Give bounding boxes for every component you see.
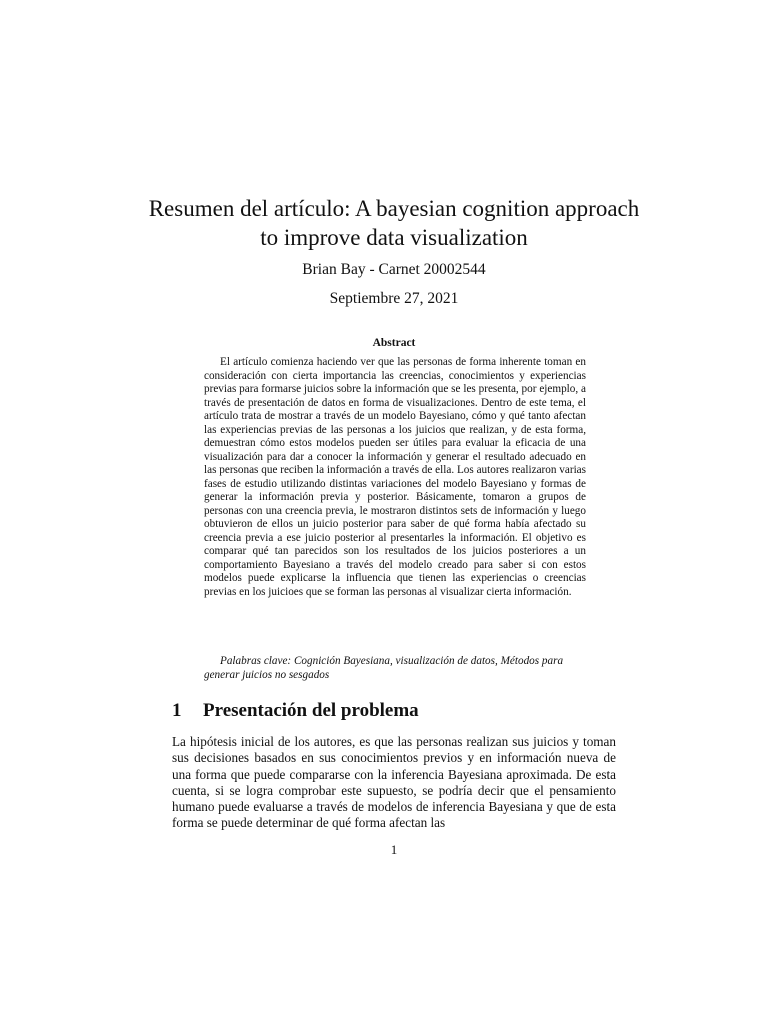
section-heading — [172, 700, 419, 722]
keywords — [204, 655, 586, 682]
keywords-text: Cognición Bayesiana, visualización de datos, Métodos para generar juicios no sesgados — [204, 655, 564, 681]
section-title: Presentación del problema — [203, 700, 419, 721]
abstract-heading: Abstract — [372, 337, 416, 349]
paper-title: Resumen del artículo: A bayesian cognition approach to improve data visualization — [148, 196, 640, 250]
paper-author: Brian Bay - Carnet 20002544 — [302, 261, 486, 278]
paper-date: Septiembre 27, 2021 — [329, 290, 459, 307]
abstract-text: El artículo comienza haciendo ver que las personas de forma inherente toman en consideración con cierta importancia las creencias, conocimientos y experiencias previas para formarse juicios sobre la información que se les presenta, por ejemplo, a través de presentación de datos en forma de visualizaciones. Dentro de este tema, el artículo trata de mostrar a través de un modelo Bayesiano, cómo y qué tanto afectan las experiencias previas de las personas a los juicios que realizan, y de esta forma, demuestran cómo estos modelos pueden ser útiles para evaluar la eficacia de una visualización para dar a conocer la información y generar el resultado adecuado en las personas que reciben la información a través de ella. Los autores realizaron varias fases de estudio utilizando distintas variaciones del modelo Bayesiano y formas de generar la información previa y posterior. Básicamente, tomaron a grupos de personas con una creencia previa, le mostraron distintos sets de información y luego obtuvieron de ellos un juicio posterior para saber de qué forma había afectado su creencia previa a ese juicio posterior al presentarles la información. El objetivo es comparar qué tan parecidos son los resultados de los juicios posteriores a un comportamiento Bayesiano a través del modelo creado para saber si con estos modelos puede explicarse la influencia que tienen las experiencias o creencias previas en los juicioes que se forman las personas al visualizar cierta información. — [204, 356, 586, 598]
page-number: 1 — [390, 842, 398, 857]
section-number: 1 — [172, 700, 182, 721]
section-body-text: La hipótesis inicial de los autores, es que las personas realizan sus juicios y toman sus decisiones basados en sus conocimientos previos y en información nueva de una forma que puede compararse con la inferencia Bayesiana aproximada. De esta cuenta, si se logra comprobar este supuesto, se podría decir que el pensamiento humano puede evaluarse a través de modelos de inferencia Bayesiana y que de esta forma se puede determinar de qué forma afectan las — [172, 734, 616, 831]
keywords-label: Palabras clave: — [220, 655, 292, 667]
